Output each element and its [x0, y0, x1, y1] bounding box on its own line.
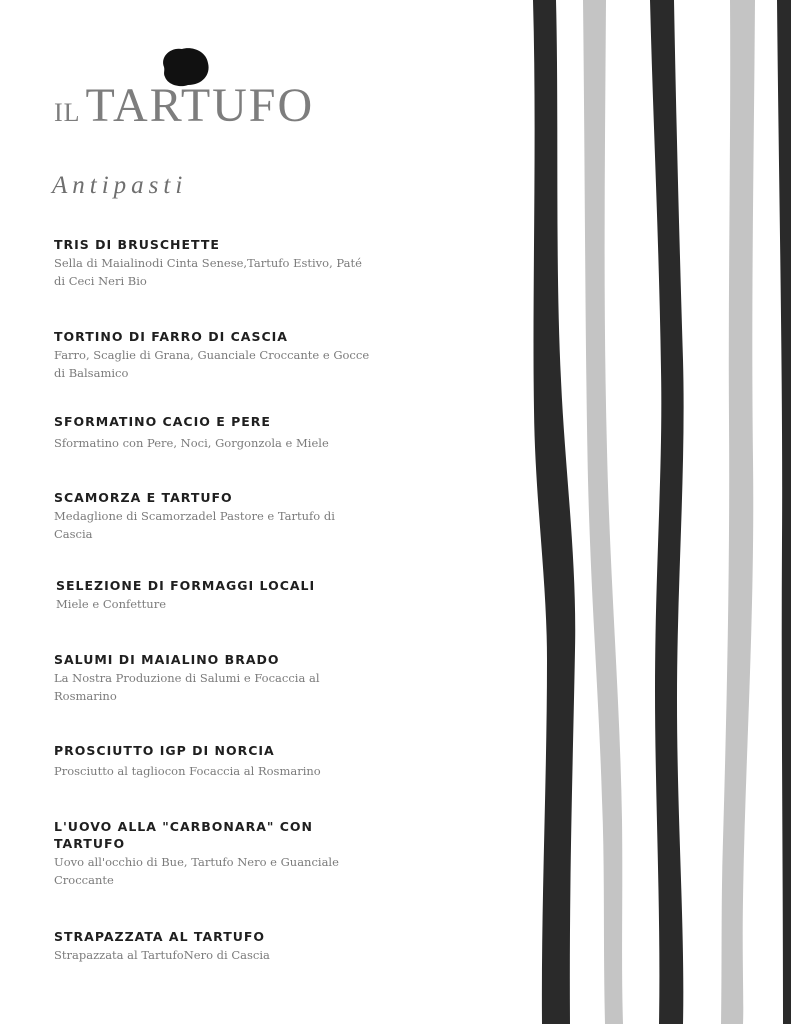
menu-item [54, 928, 374, 965]
menu-item-name: STRAPAZZATA AL TARTUFO [54, 929, 266, 944]
stripe-light-2 [721, 0, 755, 1024]
menu-item-name: SFORMATINO CACIO E PERE [54, 414, 271, 429]
menu-item-name: L'UOVO ALLA "CARBONARA" CON TARTUFO [54, 819, 313, 851]
logo-prefix: IL [54, 98, 81, 127]
menu-item [54, 413, 374, 453]
logo-name: TARTUFO [85, 79, 315, 132]
restaurant-logo [54, 79, 315, 132]
menu-item-name: SALUMI DI MAIALINO BRADO [54, 652, 280, 667]
menu-item [54, 328, 374, 382]
menu-item-name: SELEZIONE DI FORMAGGI LOCALI [56, 578, 316, 593]
menu-item-description: Strapazzata al TartufoNero di Cascia [54, 948, 270, 962]
menu-item-name: TRIS DI BRUSCHETTE [54, 237, 220, 252]
menu-item-name: PROSCIUTTO IGP DI NORCIA [54, 743, 275, 758]
menu-item-description: Sella di Maialinodi Cinta Senese,Tartufo Estivo, Paté di Ceci Neri Bio [54, 256, 362, 288]
menu-item-description: La Nostra Produzione di Salumi e Focaccia al Rosmarino [54, 671, 320, 703]
stripe-dark-2 [650, 0, 684, 1024]
menu-item-description: Farro, Scaglie di Grana, Guanciale Croccante e Gocce di Balsamico [54, 348, 370, 380]
section-title: Antipasti [52, 172, 188, 199]
stripe-dark-3 [777, 0, 791, 1024]
menu-item-name: TORTINO DI FARRO DI CASCIA [54, 329, 288, 344]
menu-item-name: SCAMORZA E TARTUFO [54, 490, 233, 505]
stripe-dark-1 [533, 0, 575, 1024]
stripe-light-1 [583, 0, 623, 1024]
menu-item-description: Prosciutto al tagliocon Focaccia al Rosmarino [54, 764, 321, 778]
menu-item-description: Sformatino con Pere, Noci, Gorgonzola e Miele [54, 436, 329, 450]
menu-item [54, 489, 374, 543]
menu-item [54, 651, 374, 705]
menu-item-description: Medaglione di Scamorzadel Pastore e Tartufo di Cascia [54, 509, 335, 541]
decorative-stripes [525, 0, 791, 1024]
menu-item [54, 818, 344, 889]
menu-item [54, 236, 374, 290]
menu-item-description: Miele e Confetture [56, 597, 167, 611]
menu-item [54, 742, 374, 781]
menu-item [56, 577, 376, 614]
menu-item-description: Uovo all'occhio di Bue, Tartufo Nero e Guanciale Croccante [54, 855, 339, 887]
